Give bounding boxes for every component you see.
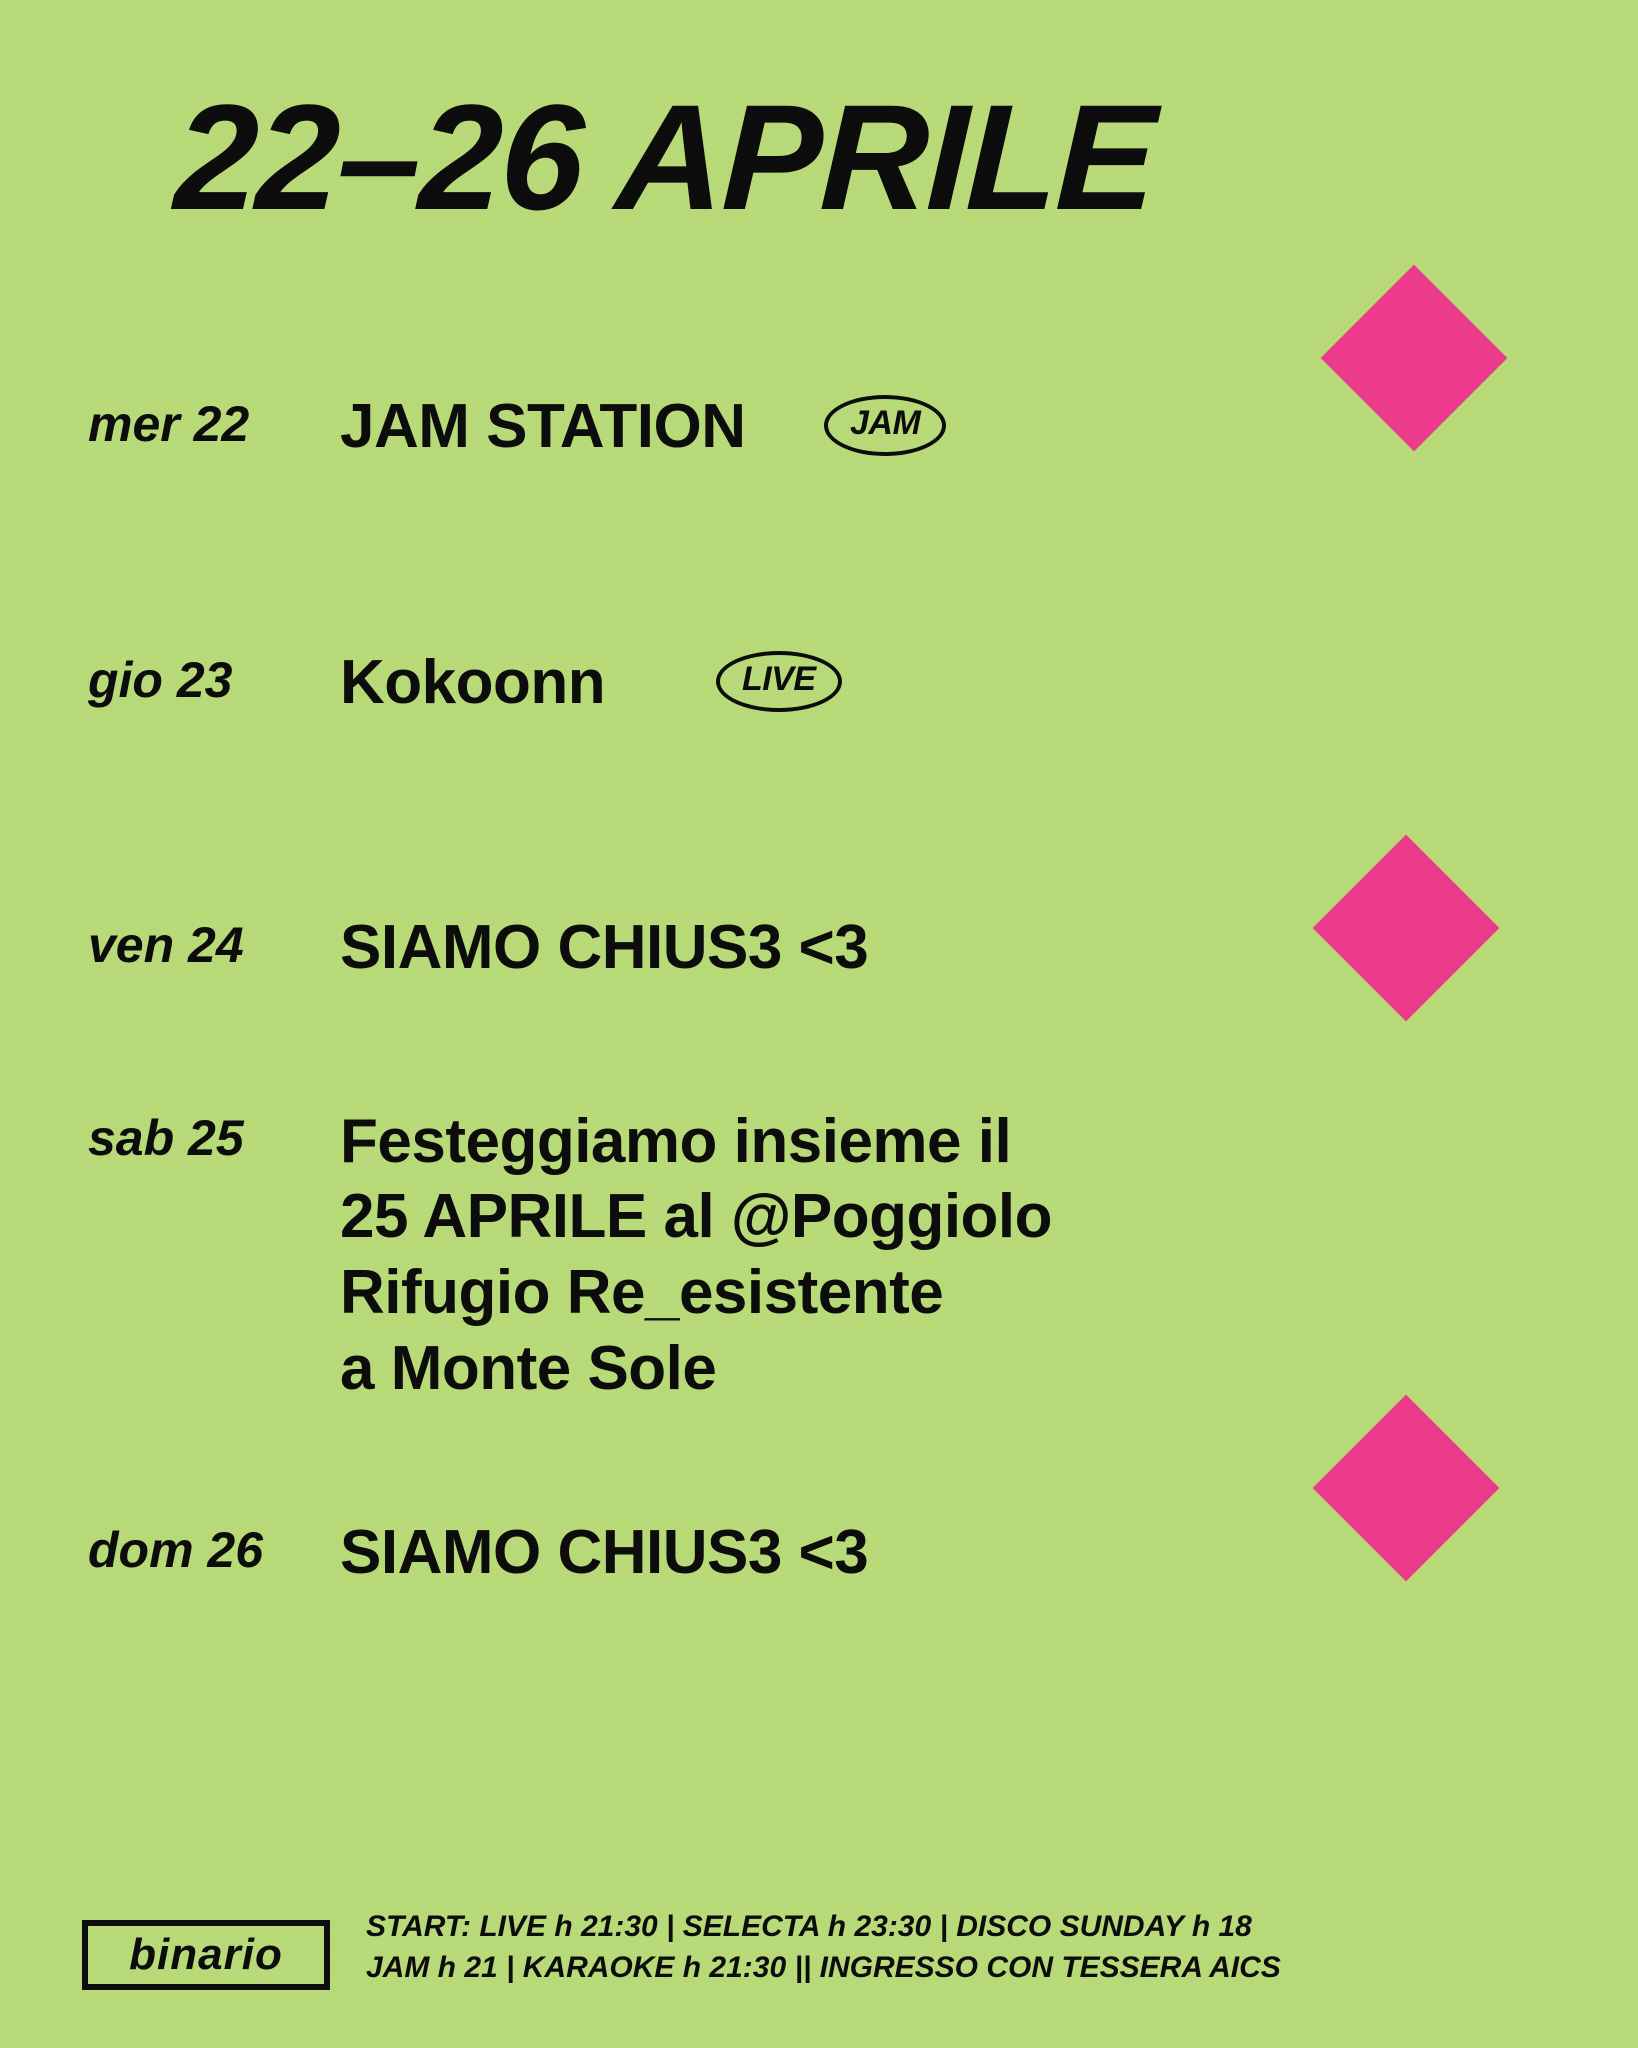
schedule-event-line: Festeggiamo insieme il xyxy=(340,1106,1012,1176)
schedule-day: mer 22 xyxy=(88,396,250,452)
footer-info xyxy=(366,1907,1281,1990)
list-item xyxy=(0,390,1638,536)
schedule-event-line: JAM STATION xyxy=(340,392,746,461)
list-item xyxy=(0,1104,1638,1407)
footer-line-2: JAM h 21 | KARAOKE h 21:30 || INGRESSO CON TESSERA AICS xyxy=(366,1950,1281,1984)
schedule-event-line: a Monte Sole xyxy=(340,1333,717,1403)
binario-logo xyxy=(82,1920,330,1990)
footer xyxy=(0,1907,1638,1990)
schedule-event-line: SIAMO CHIUS3 <3 xyxy=(340,1518,869,1588)
status-badge: LIVE xyxy=(716,651,842,712)
schedule-day: sab 25 xyxy=(88,1109,244,1166)
schedule-event xyxy=(340,646,1638,792)
logo-text: binario xyxy=(129,1930,283,1979)
schedule-event xyxy=(340,1516,1638,1589)
schedule-event xyxy=(340,390,1638,536)
schedule-event xyxy=(340,1104,1638,1407)
schedule-event-line: 25 APRILE al @Poggiolo xyxy=(340,1182,1053,1252)
footer-line-1: START: LIVE h 21:30 | SELECTA h 23:30 | DISCO SUNDAY h 18 xyxy=(366,1910,1252,1943)
page-title: 22–26 APRILE xyxy=(172,73,1158,241)
schedule-event xyxy=(340,911,1638,984)
schedule-event-line: Kokoonn xyxy=(340,648,606,718)
schedule-day: dom 26 xyxy=(88,1522,264,1579)
status-badge: JAM xyxy=(824,395,946,456)
list-item xyxy=(0,646,1638,792)
schedule-list xyxy=(0,390,1638,1589)
list-item xyxy=(0,1516,1638,1589)
schedule-event-line: Rifugio Re_esistente xyxy=(340,1258,944,1328)
list-item xyxy=(0,911,1638,984)
schedule-day: gio 23 xyxy=(88,652,233,709)
schedule-day: ven 24 xyxy=(88,916,244,973)
schedule-event-line: SIAMO CHIUS3 <3 xyxy=(340,912,869,982)
